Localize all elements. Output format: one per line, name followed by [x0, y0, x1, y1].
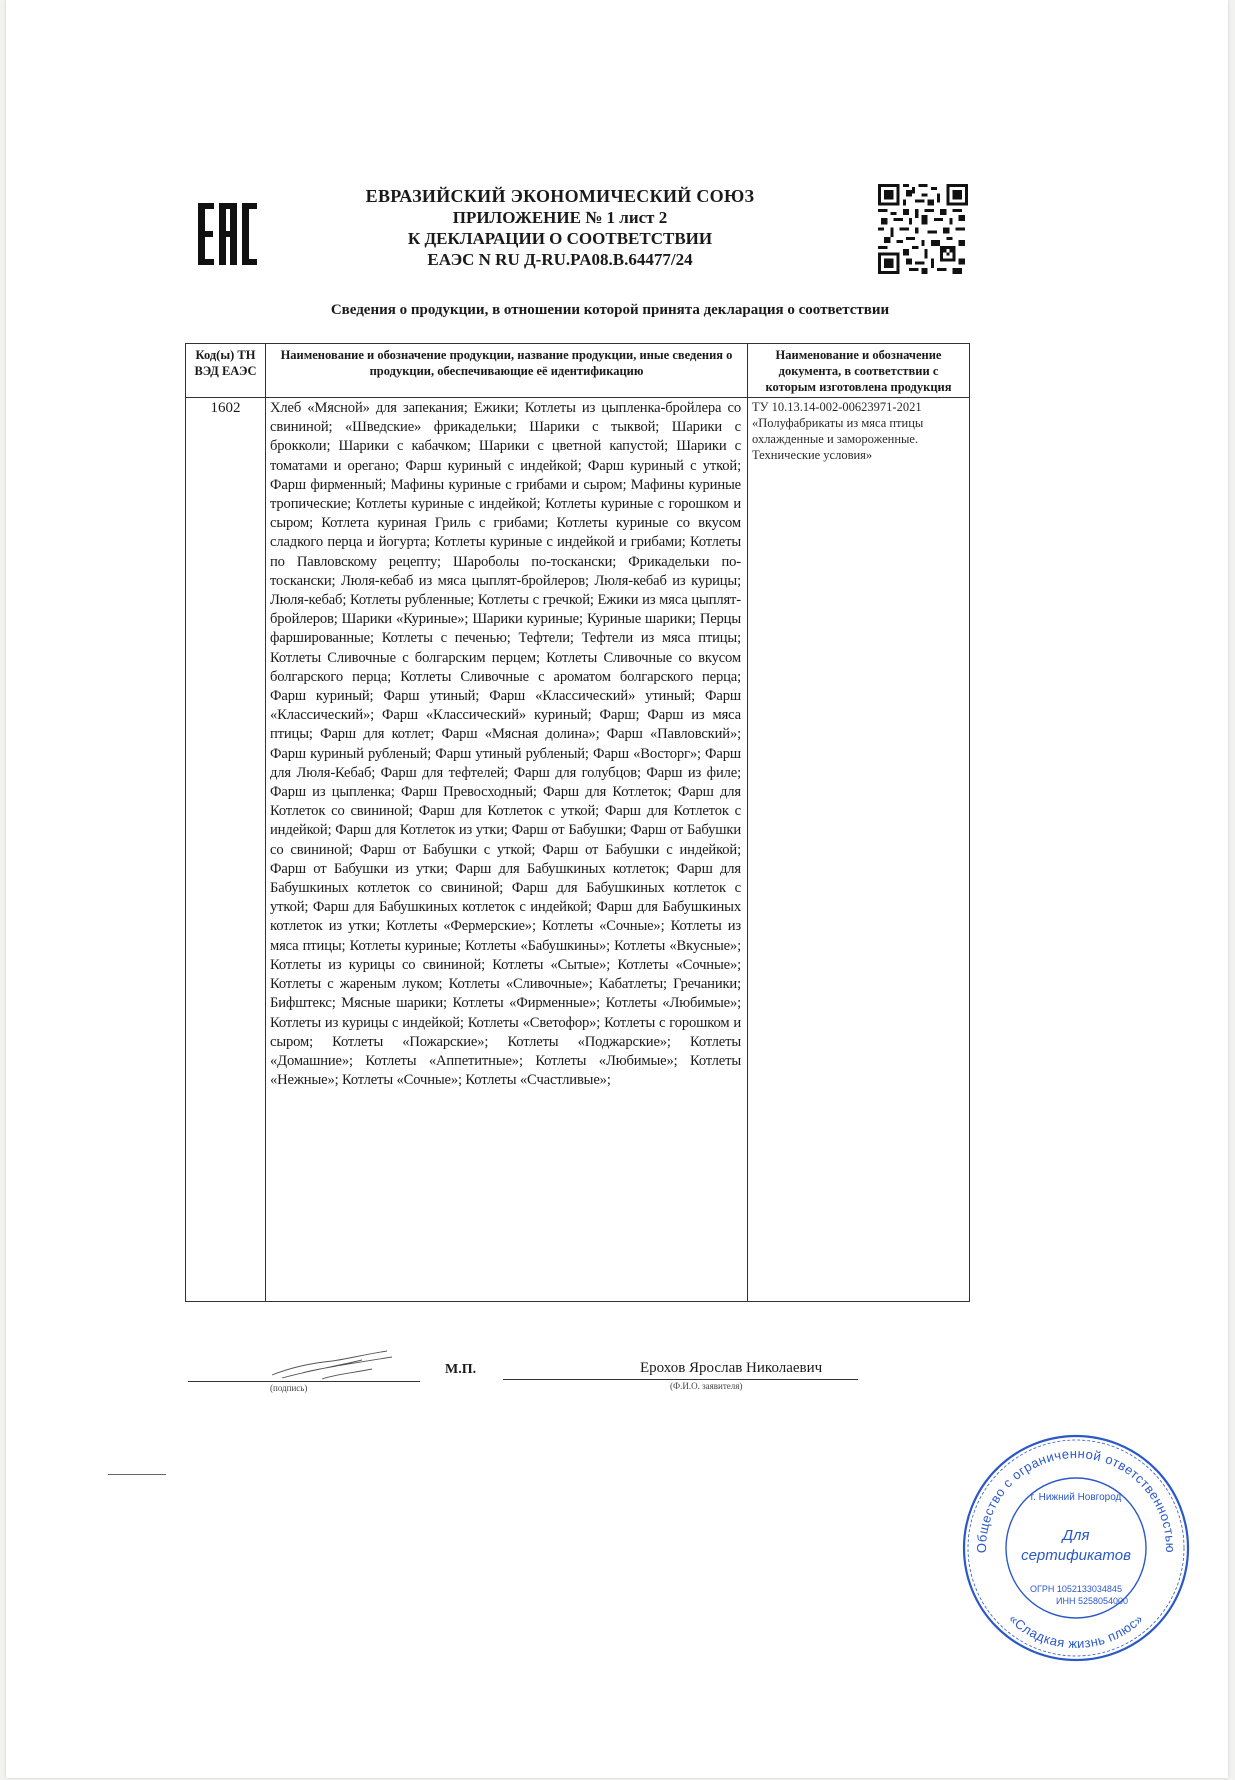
header-doc: Наименование и обозначение документа, в соответствии с которым изготовлена продукция: [748, 344, 970, 398]
document-header: [300, 186, 820, 270]
stamp-city: г. Нижний Новгород: [1030, 1492, 1122, 1503]
table-row: [186, 398, 970, 1302]
appendix-title: ПРИЛОЖЕНИЕ № 1 лист 2: [452, 208, 668, 227]
handwritten-signature: [262, 1345, 402, 1385]
stamp-center-bottom: сертификатов: [1021, 1547, 1131, 1564]
svg-text:«Сладкая жизнь плюс»: [1006, 1611, 1146, 1651]
signature-line: [188, 1381, 420, 1382]
stamp-outer-text: Общество с ограниченной ответственностью: [973, 1445, 1179, 1554]
header-name: Наименование и обозначение продукции, название продукции, иные сведения о продукции, обеспечивающие её идентификацию: [266, 344, 748, 398]
eac-logo: [198, 203, 258, 265]
product-names-cell: Хлеб «Мясной» для запекания; Ежики; Котлеты из цыпленка-бройлера со свининой; «Шведские» фрикадельки; Шарики с тыквой; Шарики с брокколи; Шарики с кабачком; Шарики с цветной капустой; Шарики с томатами и орегано; Фарш куриный с индейкой; Фарш куриный с уткой; Фарш фирменный; Мафины куриные с грибами и сыром; Мафины куриные тропические; Котлеты куриные с индейкой; Котлеты куриные с горошком и сыром; Котлета куриная Гриль с грибами; Котлеты куриные со вкусом сладкого перца и йогурта; Котлеты куриные с индейкой и грибами; Котлеты по Павловскому рецепту; Шароболы по-тоскански; Фрикадельки по-тоскански; Люля-кебаб из мяса цыплят-бройлеров; Люля-кебаб из курицы; Люля-кебаб; Котлеты рубленные; Котлеты с гречкой; Ежики из мяса цыплят-бройлеров; Шарики «Куриные»; Шарики куриные; Куриные шарики; Перцы фаршированные; Котлеты с печенью; Тефтели; Тефтели из мяса птицы; Котлеты Сливочные с болгарским перцем; Котлеты Сливочные со вкусом болгарского перца; Котлеты Сливочные с ароматом болгарского перца; Фарш куриный; Фарш утиный; Фарш «Классический» утиный; Фарш «Классический»; Фарш «Классический» куриный; Фарш; Фарш из мяса птицы; Фарш для котлет; Фарш «Мясная долина»; Фарш «Павловский»; Фарш куриный рубленый; Фарш утиный рубленый; Фарш «Восторг»; Фарш для Люля-Кебаб; Фарш для тефтелей; Фарш для голубцов; Фарш из филе; Фарш из цыпленка; Фарш Превосходный; Фарш для Котлеток; Фарш для Котлеток со свининой; Фарш для Котлеток с уткой; Фарш для Котлеток с индейкой; Фарш для Котлеток из утки; Фарш от Бабушки; Фарш от Бабушки со свининой; Фарш от Бабушки с уткой; Фарш от Бабушки с индейкой; Фарш от Бабушки из утки; Фарш для Бабушкиных котлеток; Фарш для Бабушкиных котлеток со свининой; Фарш для Бабушкиных котлеток с уткой; Фарш для Бабушкиных котлеток с индейкой; Фарш для Бабушкиных котлеток из утки; Котлеты «Фермерские»; Котлеты «Сочные»; Котлеты из мяса птицы; Котлеты куриные; Котлеты «Бабушкины»; Котлеты «Вкусные»; Котлеты из курицы со свининой; Котлеты «Сытые»; Котлеты «Сочные»; Котлеты с жареным луком; Котлеты «Сливочные»; Кабатлеты; Гречаники; Бифштекс; Мясные шарики; Котлеты «Фирменные»; Котлеты «Любимые»; Котлеты из курицы с индейкой; Котлеты «Светофор»; Котлеты с горошком и сыром; Котлеты «Пожарские»; Котлеты «Поджарские»; Котлеты «Домашние»; Котлеты «Аппетитные»; Котлеты «Любимые»; Котлеты «Нежные»; Котлеты «Сочные»; Котлеты «Счастливые»;: [266, 398, 748, 1302]
company-stamp: [960, 1432, 1192, 1664]
header-code: Код(ы) ТН ВЭД ЕАЭС: [186, 344, 266, 398]
signer-name: Ерохов Ярослав Николаевич: [640, 1360, 823, 1376]
seal-place-label: М.П.: [445, 1362, 477, 1377]
table-subtitle: Сведения о продукции, в отношении которой принята декларация о соответствии: [330, 302, 890, 318]
stamp-ogrn: ОГРН 1052133034845: [1030, 1584, 1122, 1594]
signer-caption: (Ф.И.О. заявителя): [670, 1381, 743, 1391]
standard-document-cell: ТУ 10.13.14-002-00623971-2021 «Полуфабрикаты из мяса птицы охлажденные и замороженные. Технические условия»: [748, 398, 970, 1302]
table-header-row: [186, 344, 970, 398]
signer-line: [503, 1379, 858, 1380]
qr-code: [878, 184, 968, 274]
declaration-title: К ДЕКЛАРАЦИИ О СООТВЕТСТВИИ: [407, 229, 713, 248]
signature-caption: (подпись): [270, 1383, 308, 1393]
margin-mark: [108, 1474, 166, 1475]
declaration-number: ЕАЭС N RU Д-RU.PA08.B.64477/24: [427, 250, 693, 269]
union-title: ЕВРАЗИЙСКИЙ ЭКОНОМИЧЕСКИЙ СОЮЗ: [365, 186, 755, 206]
hs-code-cell: 1602: [186, 398, 266, 1302]
product-table: [185, 343, 970, 1302]
stamp-company-text: «Сладкая жизнь плюс»: [1006, 1611, 1146, 1652]
stamp-inn: ИНН 5258054000: [1056, 1596, 1129, 1606]
stamp-center-top: Для: [1062, 1527, 1090, 1544]
